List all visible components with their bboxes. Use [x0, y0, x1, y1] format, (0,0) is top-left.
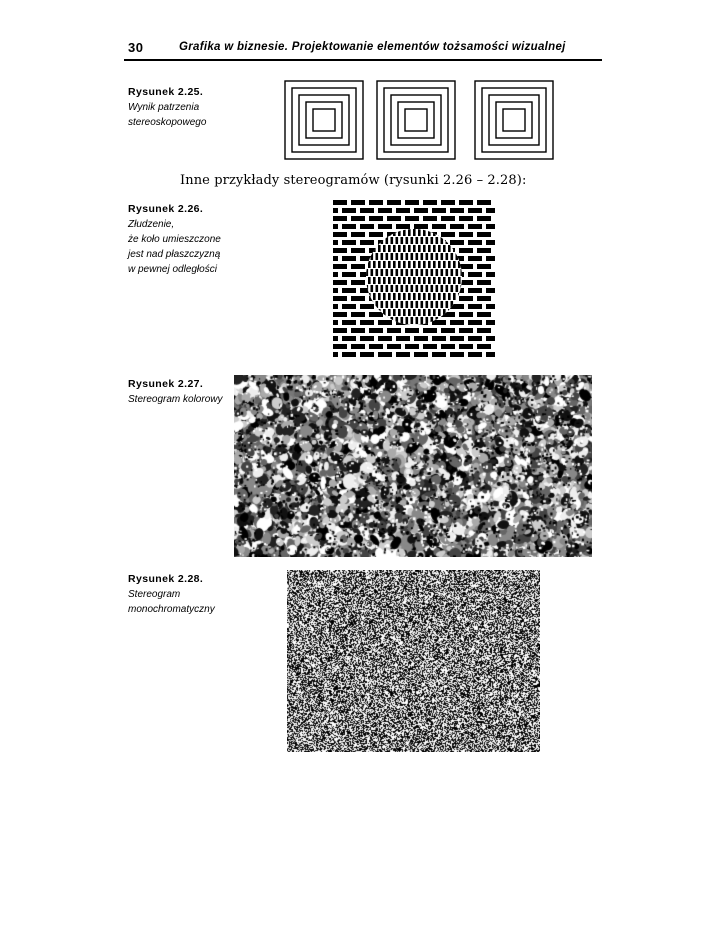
figure-caption-2-27: [128, 376, 238, 407]
figure-2-28-monochrome-stereogram: [287, 570, 540, 752]
nested-squares-right: [475, 81, 553, 159]
nested-squares-left: [285, 81, 363, 159]
caption-line: Stereogram: [128, 589, 181, 600]
figure-label: Rysunek 2.28.: [128, 573, 204, 585]
caption-line: stereoskopowego: [128, 117, 207, 128]
caption-line: Złudzenie,: [128, 219, 175, 230]
figure-caption-2-25: [128, 84, 238, 130]
caption-line: że koło umieszczone: [128, 234, 221, 245]
figure-label: Rysunek 2.25.: [128, 86, 204, 98]
caption-line: jest nad płaszczyzną: [128, 249, 221, 260]
figure-label: Rysunek 2.26.: [128, 203, 204, 215]
caption-line: Wynik patrzenia: [128, 102, 200, 113]
caption-line: w pewnej odległości: [128, 264, 217, 275]
figure-caption-2-26: [128, 201, 238, 277]
caption-line: Stereogram kolorowy: [128, 394, 223, 405]
figure-2-27-color-stereogram: [234, 375, 592, 557]
figure-label: Rysunek 2.27.: [128, 378, 204, 390]
figure-2-25-nested-squares: [284, 80, 556, 162]
running-title: Grafika w biznesie. Projektowanie elementów tożsamości wizualnej: [179, 41, 566, 53]
nested-squares-middle: [377, 81, 455, 159]
caption-line: monochromatyczny: [128, 604, 215, 615]
page-number: 30: [128, 40, 144, 55]
body-paragraph: Inne przykłady stereogramów (rysunki 2.26 – 2.28):: [180, 173, 527, 188]
figure-caption-2-28: [128, 571, 238, 617]
header-rule: [124, 59, 602, 61]
figure-2-26-stripe-stereogram: [333, 200, 495, 360]
